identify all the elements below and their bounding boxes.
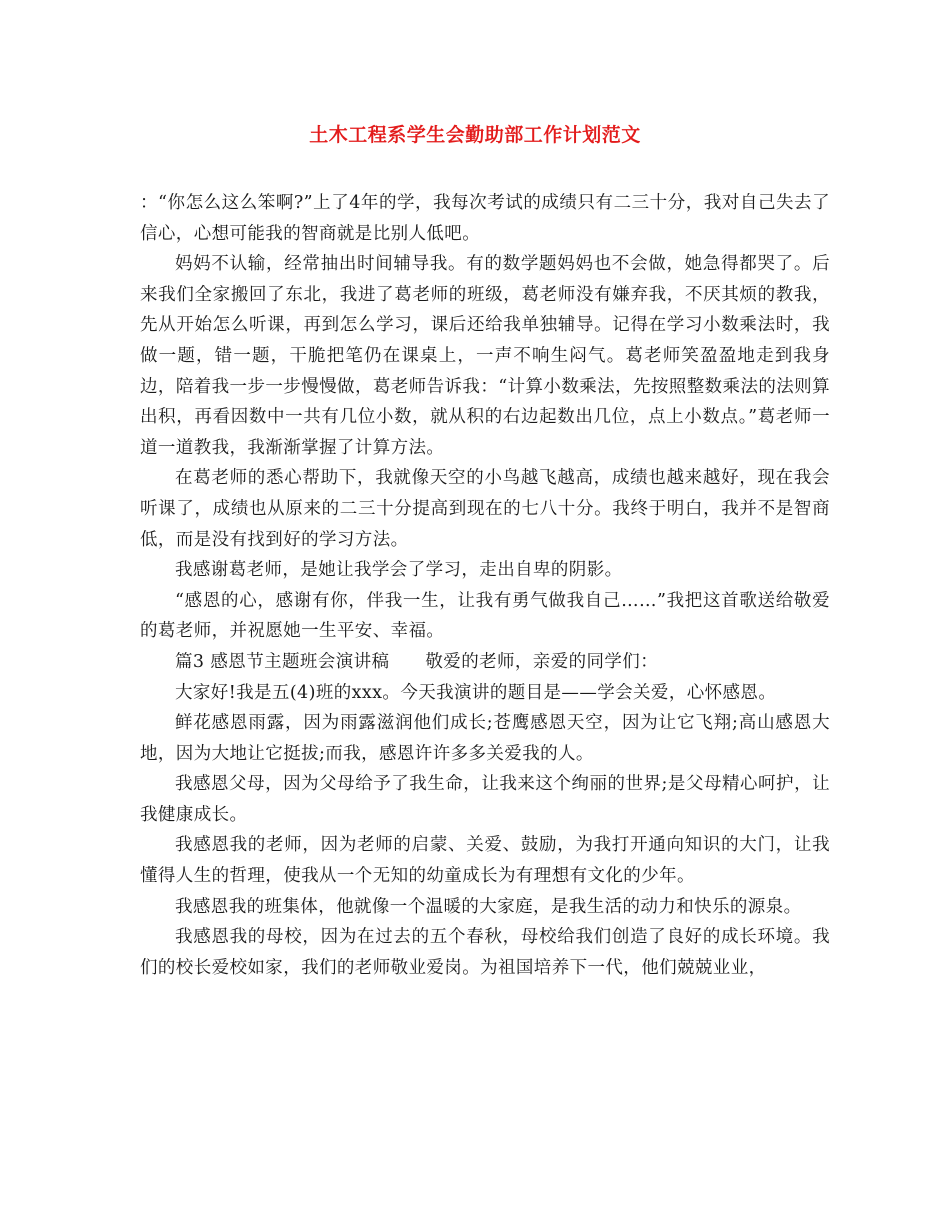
paragraph-4: 我感谢葛老师，是她让我学会了学习，走出自卑的阴影。 (175, 560, 623, 581)
paragraph-8: 我感恩父母，因为父母给予了我生命，让我来这个绚丽的世界;是父母精心呵护，让我健康成长。 (140, 774, 830, 825)
paragraph-5: “感恩的心，感谢有你，伴我一生，让我有勇气做我自己……”我把这首歌送给敬爱的葛老师，并祝愿她一生平安、幸福。 (140, 590, 830, 642)
paragraph-9: 我感恩我的老师，因为老师的启蒙、关爱、鼓励，为我打开通向知识的大门，让我懂得人生的哲理，使我从一个无知的幼童成长为有理想有文化的少年。 (140, 835, 830, 887)
paragraph-3: 在葛老师的悉心帮助下，我就像天空的小鸟越飞越高，成绩也越来越好，现在我会听课了，成绩也从原来的二三十分提高到现在的七八十分。我终于明白，我并不是智商低，而是没有找到好的学习方法。 (140, 468, 830, 550)
section-heading (140, 647, 830, 678)
paragraph-2: 妈妈不认输，经常抽出时间辅导我。有的数学题妈妈也不会做，她急得都哭了。后来我们全家搬回了东北，我进了葛老师的班级，葛老师没有嫌弃我，不厌其烦的教我，先从开始怎么听课，再到怎么学习，课后还给我单独辅导。记得在学习小数乘法时，我做一题，错一题，干脆把笔仍在课桌上，一声不响生闷气。葛老师笑盈盈地走到我身边，陪着我一步一步慢慢做，葛老师告诉我：“计算小数乘法，先按照整数乘法的法则算出积，再看因数中一共有几位小数，就从积的右边起数出几位，点上小数点。”葛老师一道一道教我，我渐渐掌握了计算方法。 (140, 254, 830, 458)
paragraph-6: 大家好!我是五(4)班的xxx。今天我演讲的题目是——学会关爱，心怀感恩。 (175, 682, 777, 703)
document-body (140, 188, 830, 983)
paragraph-1: ：“你怎么这么笨啊?”上了4年的学，我每次考试的成绩只有二三十分，我对自己失去了信心，心想可能我的智商就是比别人低吧。 (140, 193, 830, 244)
section-title: 篇3 感恩节主题班会演讲稿 (175, 651, 390, 672)
paragraph-10: 我感恩我的班集体，他就像一个温暖的大家庭，是我生活的动力和快乐的源泉。 (175, 896, 802, 917)
paragraph-11: 我感恩我的母校，因为在过去的五个春秋，母校给我们创造了良好的成长环境。我们的校长爱校如家，我们的老师敬业爱岗。为祖国培养下一代，他们兢兢业业， (140, 927, 830, 978)
document-title: 土木工程系学生会勤助部工作计划范文 (309, 124, 641, 146)
paragraph-7: 鲜花感恩雨露，因为雨露滋润他们成长;苍鹰感恩天空，因为让它飞翔;高山感恩大地，因为大地让它挺拔;而我，感恩许许多多关爱我的人。 (140, 713, 830, 764)
section-salutation: 敬爱的老师，亲爱的同学们： (425, 651, 659, 672)
